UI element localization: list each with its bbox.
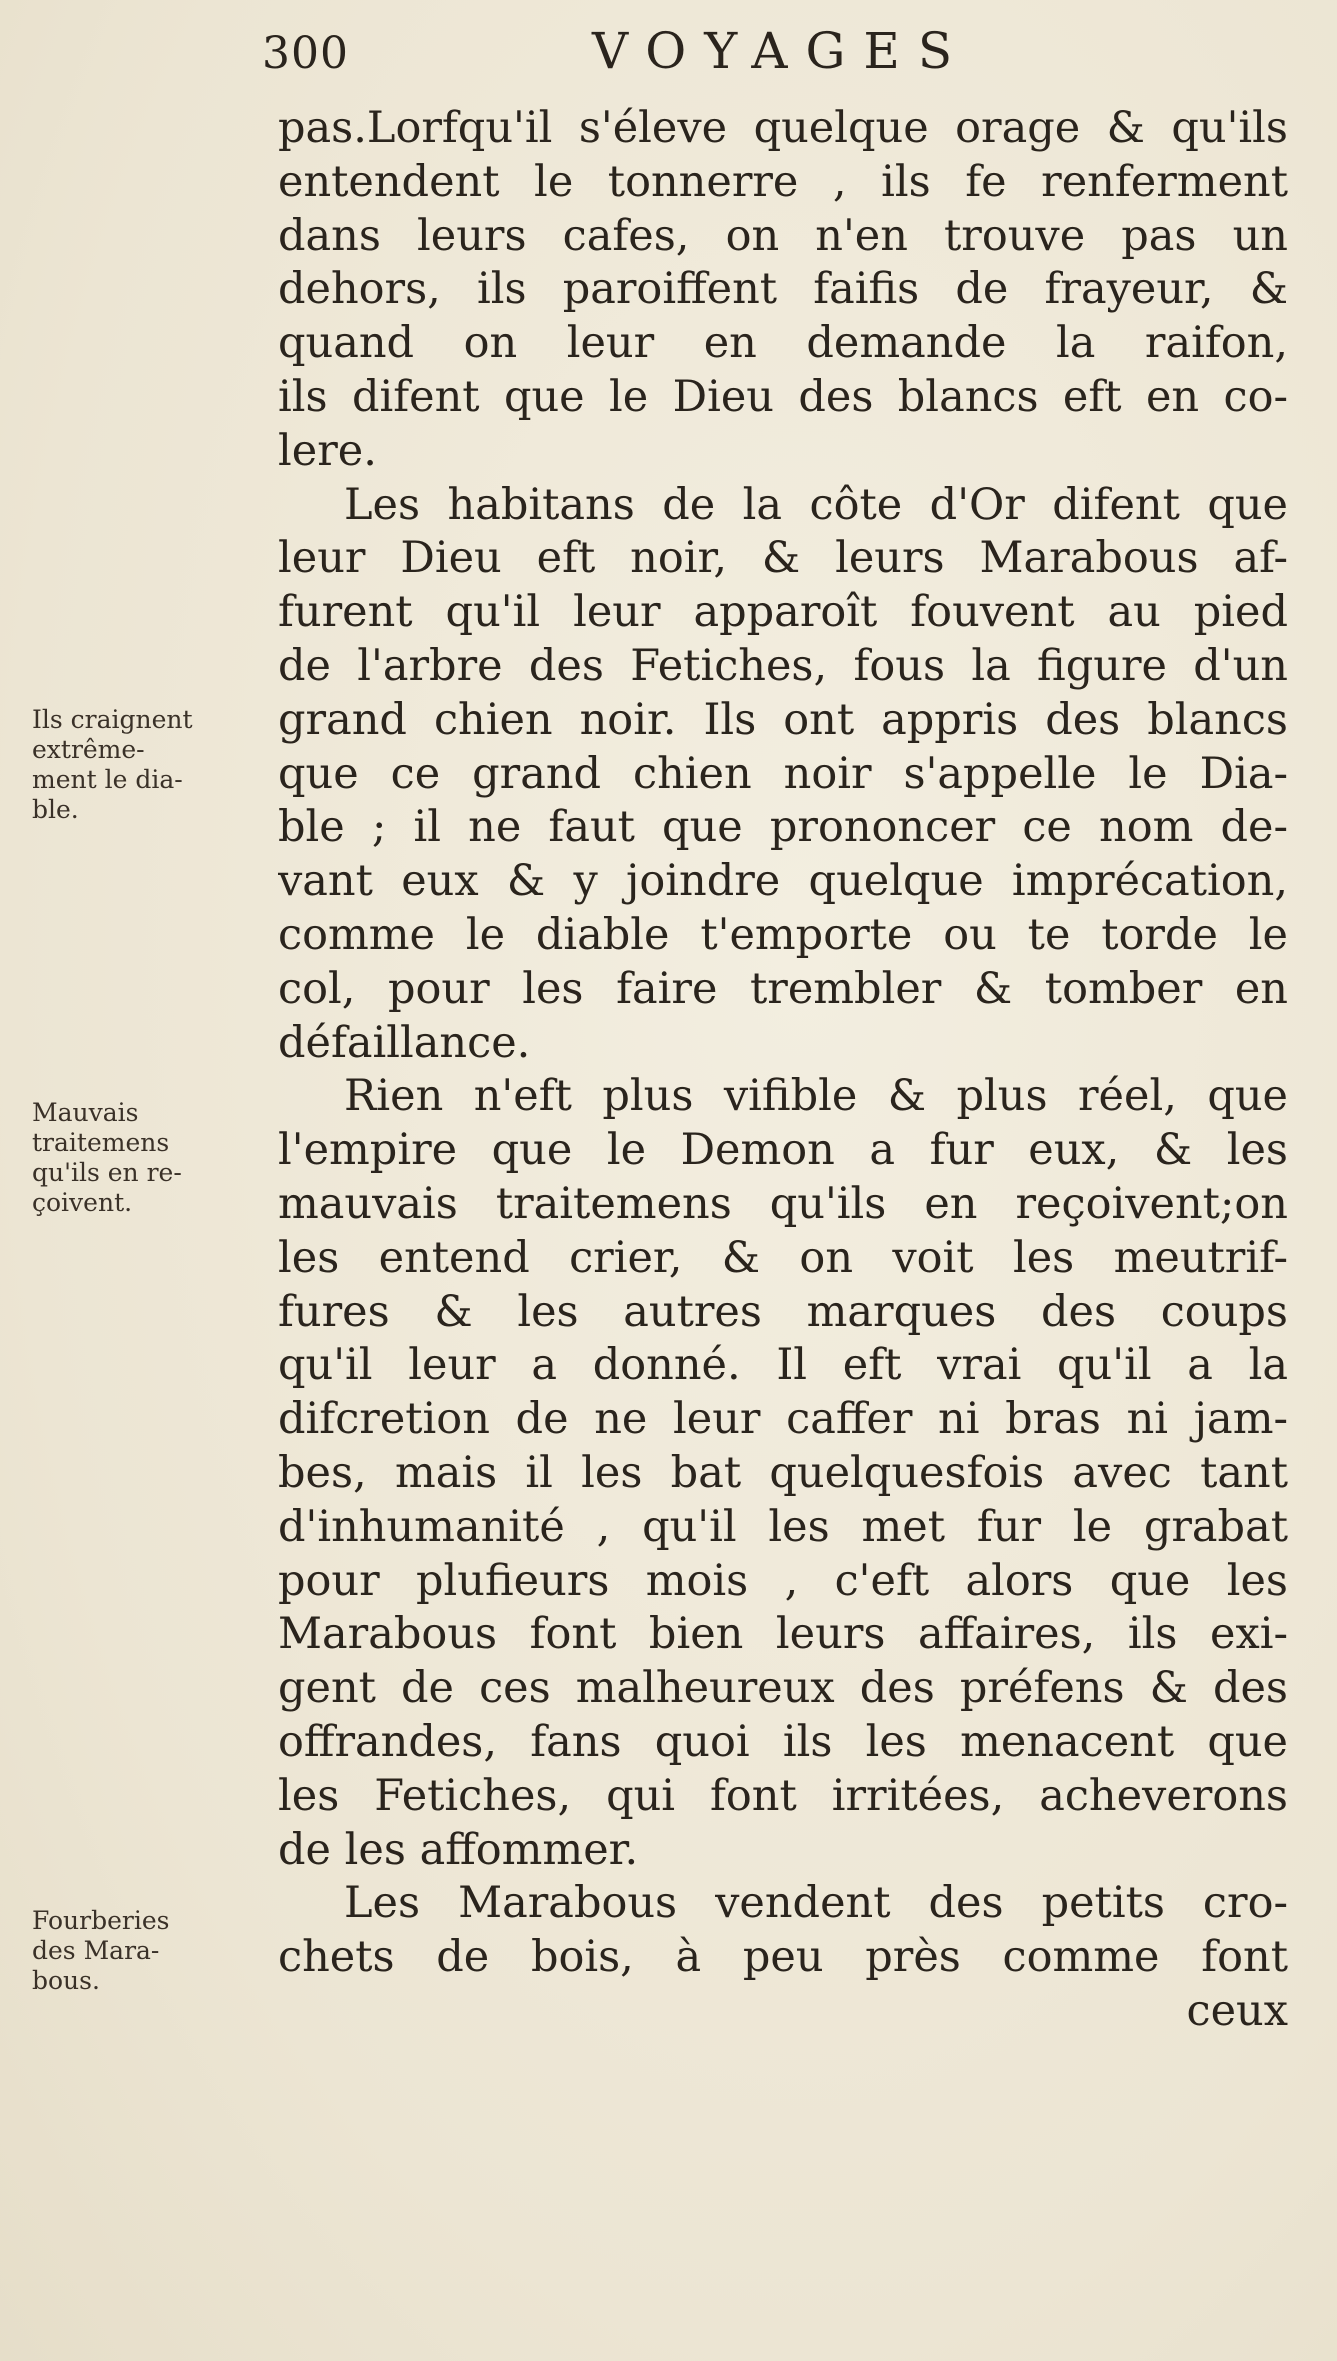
margin-note-devil (32, 705, 272, 825)
text-line: dehors, ils paroiffent faifis de frayeur, & (278, 264, 1288, 315)
margin-note-line: qu'ils en re- (32, 1158, 182, 1187)
body-text (278, 102, 1288, 2039)
text-line: gent de ces malheureux des préfens & des (278, 1663, 1288, 1714)
text-line: bes, mais il les bat quelquesfois avec tant (278, 1447, 1288, 1498)
text-line: pour plufieurs mois , c'eft alors que les (278, 1555, 1288, 1606)
margin-note-line: çoivent. (32, 1188, 133, 1217)
text-line: grand chien noir. Ils ont appris des blancs (278, 694, 1288, 745)
text-line: les entend crier, & on voit les meutrif- (278, 1232, 1288, 1283)
margin-note-line: Ils craignent (32, 705, 193, 734)
text-line: qu'il leur a donné. Il eft vrai qu'il a la (278, 1340, 1288, 1391)
margin-note-marabous (32, 1906, 272, 1996)
page-header (262, 22, 1022, 82)
margin-note-line: Mauvais (32, 1098, 139, 1127)
text-line: furent qu'il leur apparoît fouvent au pied (278, 587, 1288, 638)
margin-note-line: des Mara- (32, 1936, 160, 1965)
text-line: ble ; il ne faut que prononcer ce nom de- (278, 802, 1288, 853)
text-line: vant eux & y joindre quelque imprécation, (278, 856, 1288, 907)
page-number: 300 (262, 28, 349, 79)
margin-note-line: ble. (32, 795, 79, 824)
text-line: les Fetiches, qui font irritées, acheverons (278, 1770, 1288, 1821)
text-line: Marabous font bien leurs affaires, ils exi- (278, 1609, 1288, 1660)
catchword: ceux (1186, 1985, 1288, 2036)
text-line: dans leurs cafes, on n'en trouve pas un (278, 210, 1288, 261)
text-line: comme le diable t'emporte ou te torde le (278, 909, 1288, 960)
text-line: Les habitans de la côte d'Or difent que (344, 479, 1288, 530)
text-line: Rien n'eft plus vifible & plus réel, que (344, 1071, 1288, 1122)
text-line: défaillance. (278, 1017, 531, 1068)
text-line: ils difent que le Dieu des blancs eft en co- (278, 371, 1288, 422)
margin-note-line: Fourberies (32, 1906, 170, 1935)
text-line: leur Dieu eft noir, & leurs Marabous af- (278, 533, 1288, 584)
text-line: fures & les autres marques des coups (278, 1286, 1288, 1337)
text-line: quand on leur en demande la raifon, (278, 318, 1288, 369)
text-line: chets de bois, à peu près comme font (278, 1932, 1288, 1983)
margin-note-line: traitemens (32, 1128, 170, 1157)
text-line: de l'arbre des Fetiches, fous la figure d'un (278, 640, 1288, 691)
text-line: offrandes, fans quoi ils les menacent que (278, 1716, 1288, 1767)
margin-note-mistreatment (32, 1098, 272, 1218)
text-line: Les Marabous vendent des petits cro- (344, 1878, 1288, 1929)
text-line: mauvais traitemens qu'ils en reçoivent;on (278, 1178, 1288, 1229)
text-line: l'empire que le Demon a fur eux, & les (278, 1125, 1288, 1176)
text-line: difcretion de ne leur caffer ni bras ni jam- (278, 1394, 1288, 1445)
text-line: pas.Lorfqu'il s'éleve quelque orage & qu'ils (278, 103, 1288, 153)
running-title: VOYAGES (592, 22, 971, 80)
margin-note-line: extrême- (32, 735, 145, 764)
text-line: d'inhumanité , qu'il les met fur le grabat (278, 1501, 1288, 1552)
text-line: que ce grand chien noir s'appelle le Dia- (278, 748, 1288, 799)
text-line: entendent le tonnerre , ils fe renferment (278, 156, 1288, 207)
text-line: col, pour les faire trembler & tomber en (278, 963, 1288, 1014)
text-line: lere. (278, 425, 377, 476)
margin-note-line: ment le dia- (32, 765, 183, 794)
margin-note-line: bous. (32, 1966, 100, 1995)
text-line: de les affommer. (278, 1824, 639, 1875)
